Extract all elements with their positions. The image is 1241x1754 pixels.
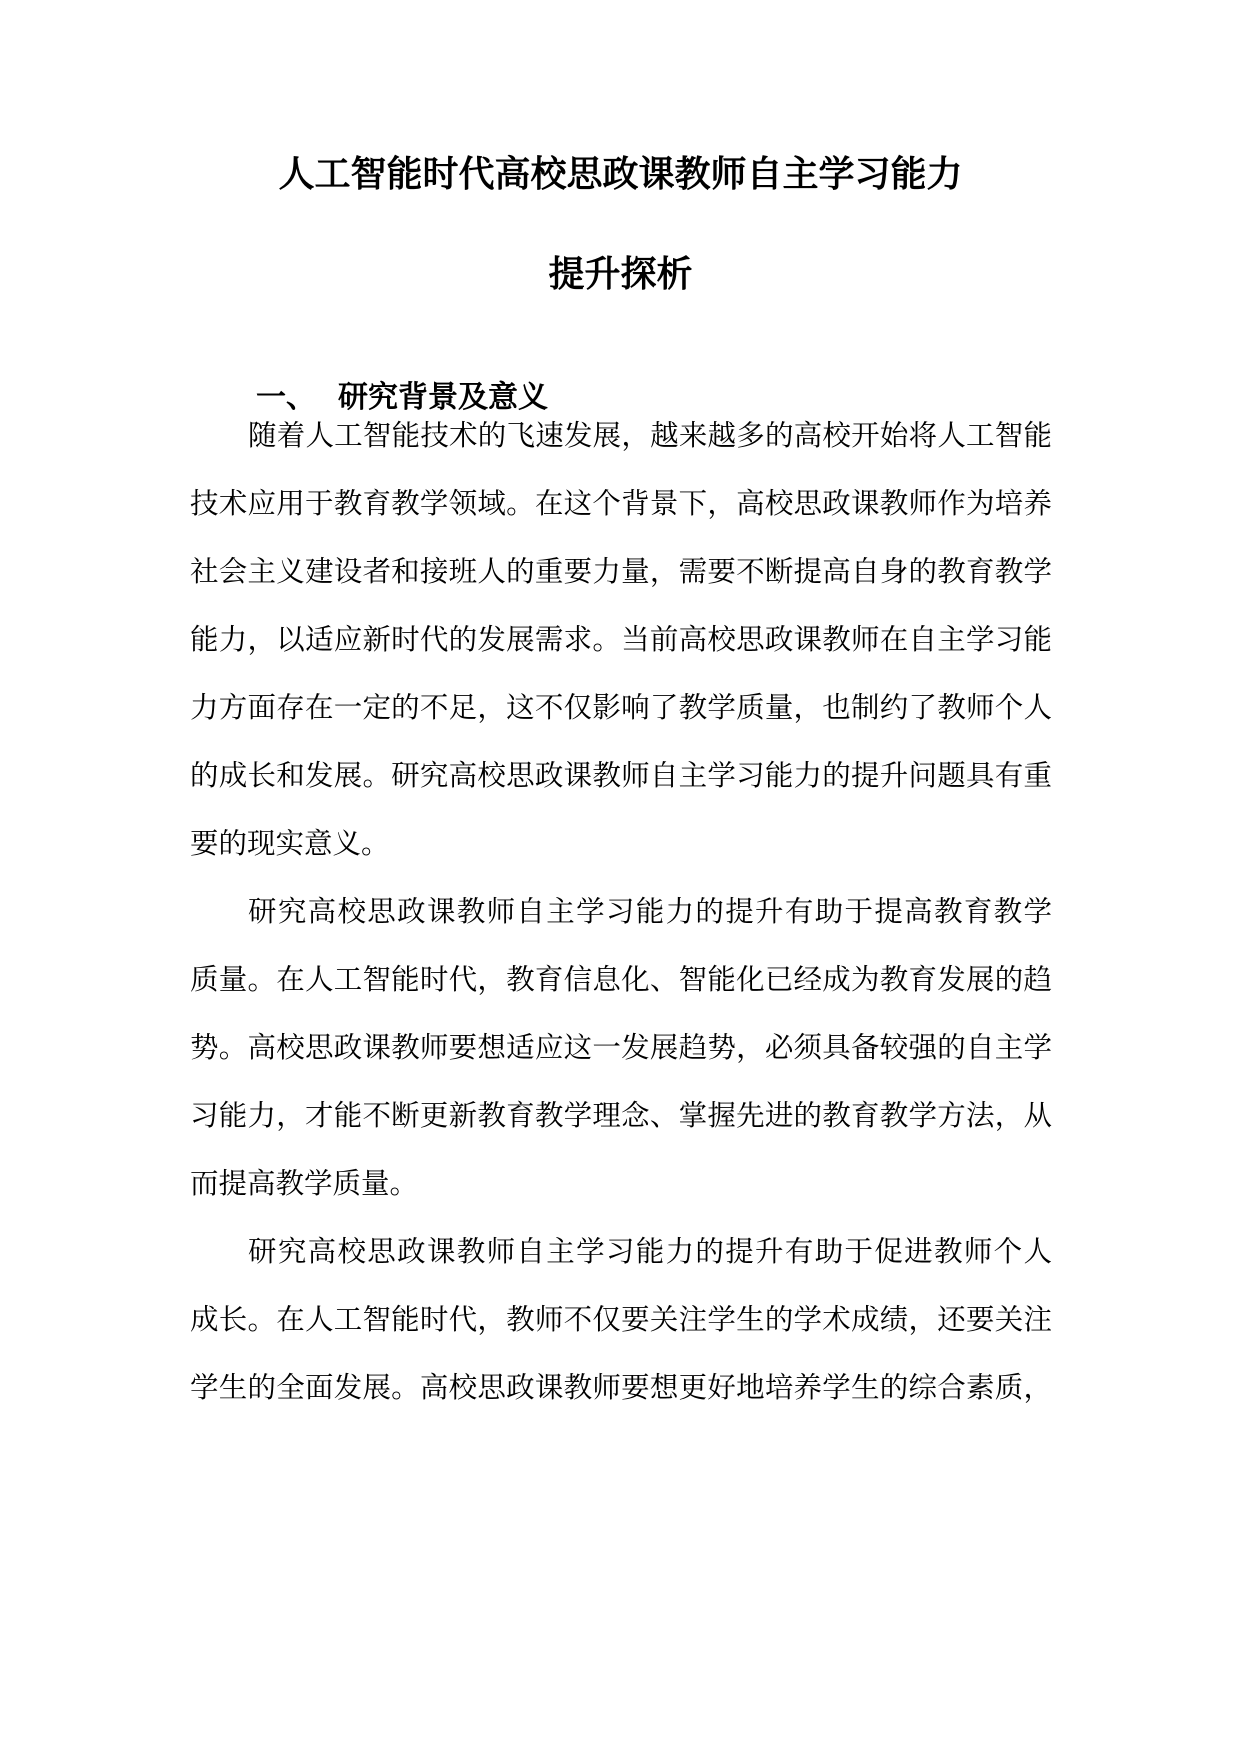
- document-title-line-1: 人工智能时代高校思政课教师自主学习能力: [278, 153, 963, 195]
- paragraph-line: 能力，以适应新时代的发展需求。当前高校思政课教师在自主学习能: [190, 623, 1052, 656]
- paragraph-line: 力方面存在一定的不足，这不仅影响了教学质量，也制约了教师个人: [190, 691, 1052, 724]
- paragraph-line: 学生的全面发展。高校思政课教师要想更好地培养学生的综合素质，: [190, 1371, 1052, 1404]
- paragraph-line: 势。高校思政课教师要想适应这一发展趋势，必须具备较强的自主学: [190, 1031, 1052, 1064]
- paragraph-line: 质量。在人工智能时代，教育信息化、智能化已经成为教育发展的趋: [190, 963, 1052, 996]
- paragraph-line: 习能力，才能不断更新教育教学理念、掌握先进的教育教学方法，从: [190, 1099, 1052, 1132]
- paragraph-line: 社会主义建设者和接班人的重要力量，需要不断提高自身的教育教学: [190, 555, 1052, 588]
- paragraph-line: 研究高校思政课教师自主学习能力的提升有助于提高教育教学: [248, 895, 1052, 928]
- paragraph-line: 而提高教学质量。: [190, 1167, 419, 1200]
- paragraph-line: 要的现实意义。: [190, 827, 390, 860]
- paragraph-line: 的成长和发展。研究高校思政课教师自主学习能力的提升问题具有重: [190, 759, 1052, 792]
- document-title-line-2: 提升探析: [548, 253, 693, 295]
- paragraph-line: 随着人工智能技术的飞速发展，越来越多的高校开始将人工智能: [248, 419, 1052, 452]
- section-heading: [256, 378, 548, 418]
- section-number: 一、: [256, 380, 316, 415]
- paragraph-line: 成长。在人工智能时代，教师不仅要关注学生的学术成绩，还要关注: [190, 1303, 1052, 1336]
- section-title: 研究背景及意义: [338, 380, 548, 415]
- paragraph-line: 技术应用于教育教学领域。在这个背景下，高校思政课教师作为培养: [190, 487, 1052, 520]
- paragraph-line: 研究高校思政课教师自主学习能力的提升有助于促进教师个人: [248, 1235, 1052, 1268]
